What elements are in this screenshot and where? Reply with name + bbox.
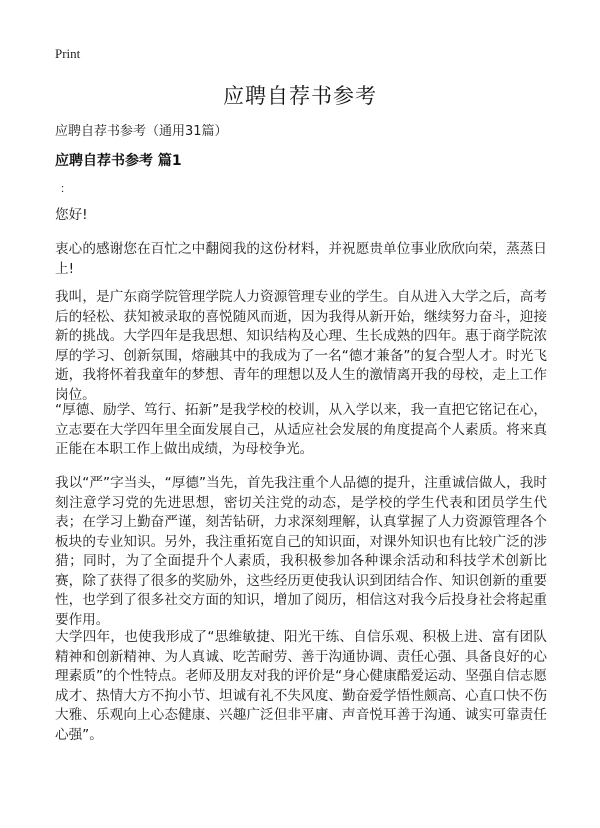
paragraph: 大学四年，也使我形成了“思维敏捷、阳光干练、自信乐观、积极上进、富有团队精神和创新精神、为人真诚、吃苦耐劳、善于沟通协调、责任心强、具备良好的心理素质”的个性特点。老师及朋友对我的评价是“身心健康酷爱运动、坚强自信志愿成才、热情大方不拘小节、坦诚有礼不失风度、勤奋爱学悟性颇高、心直口快不伤大雅、乐观向上心态健康、兴趣广泛但非平庸、声音悦耳善于沟通、诚实可靠责任心强”。	[55, 629, 547, 743]
greeting-text: 您好!	[55, 207, 88, 223]
paragraph: 我以“严”字当头，“厚德”当先，首先我注重个人品德的提升，注重诚信做人，我时刻注意学习党的先进思想，密切关注党的动态，是学校的学生代表和团员学生代表；在学习上勤奋严谨，刻苦钻研，力求深刻理解，认真掌握了人力资源管理各个板块的专业知识。另外，我注重拓宽自己的知识面，对课外知识也有比较广泛的涉猎；同时，为了全面提升个人素质，我积极参加各种课余活动和科技学术创新比赛，除了获得了很多的奖励外，这些经历更使我认识到团结合作、知识创新的重要性，也学到了很多社交方面的知识，增加了阅历，相信这对我今后投身社会将起重要作用。	[55, 475, 547, 628]
document-subtitle: 应聘自荐书参考（通用31篇）	[55, 124, 228, 139]
colon-mark: ：	[60, 182, 71, 195]
section-heading: 应聘自荐书参考 篇1	[55, 153, 182, 169]
paragraph: “厚德、励学、笃行、拓新”是我学校的校训，从入学以来，我一直把它铭记在心，立志要在大学四年里全面发展自己，从适应社会发展的角度提高个人素质。将来真正能在本职工作上做出成绩，为母校争光。	[55, 402, 547, 457]
print-label: Print	[55, 46, 81, 61]
paragraph: 我叫，是广东商学院管理学院人力资源管理专业的学生。自从进入大学之后，高考后的轻松、获知被录取的喜悦随风而逝，因为我得从新开始，继续努力奋斗，迎接新的挑战。大学四年是我思想、知识结构及心理、生长成熟的四年。惠于商学院浓厚的学习、创新氛围，熔融其中的我成为了一名“德才兼备”的复合型人才。时光飞逝，我将怀着我童年的梦想、青年的理想以及人生的激情离开我的母校，走上工作岗位。	[55, 289, 547, 403]
paragraph: 衷心的感谢您在百忙之中翻阅我的这份材料，并祝愿贵单位事业欣欣向荣，蒸蒸日上!	[55, 241, 547, 277]
page-title: 应聘自荐书参考	[223, 84, 377, 108]
